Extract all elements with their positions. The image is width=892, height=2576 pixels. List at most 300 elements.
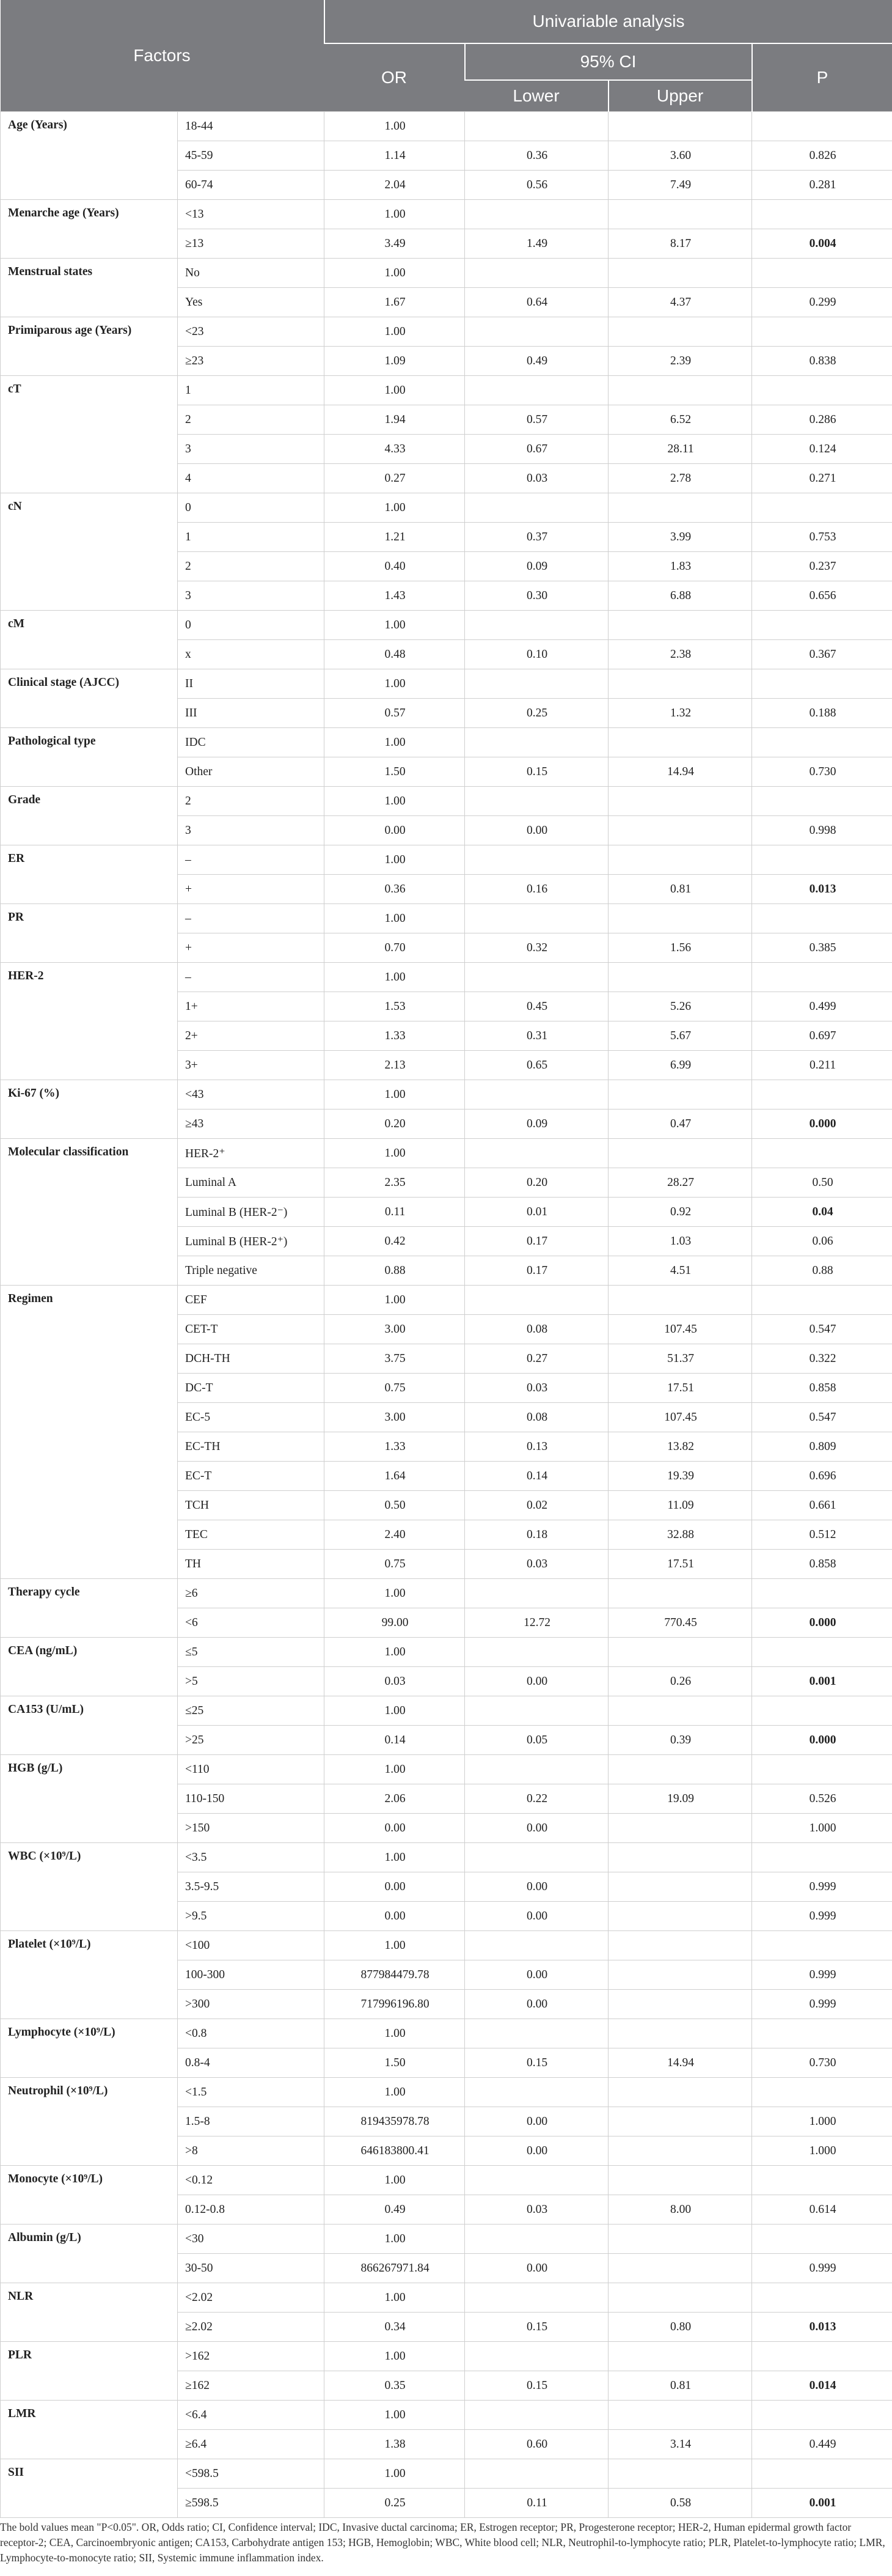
or-cell: 0.50 xyxy=(324,1491,465,1520)
lower-cell: 0.00 xyxy=(465,816,609,845)
level-cell: ≥6 xyxy=(178,1579,324,1608)
p-cell: 0.001 xyxy=(752,2489,892,2518)
upper-cell: 7.49 xyxy=(609,171,752,200)
or-cell: 1.00 xyxy=(324,2225,465,2254)
lower-cell: 0.31 xyxy=(465,1021,609,1051)
upper-cell xyxy=(609,1080,752,1110)
table-row xyxy=(1,728,892,757)
lower-cell: 0.37 xyxy=(465,523,609,552)
level-cell: 18-44 xyxy=(178,112,324,141)
p-cell: 0.000 xyxy=(752,1110,892,1139)
upper-cell xyxy=(609,493,752,523)
upper-cell: 0.26 xyxy=(609,1667,752,1696)
upper-cell xyxy=(609,2342,752,2371)
level-cell: 3 xyxy=(178,581,324,611)
lower-cell xyxy=(465,787,609,816)
lower-cell: 0.00 xyxy=(465,1960,609,1990)
upper-cell: 2.39 xyxy=(609,347,752,376)
upper-cell xyxy=(609,1843,752,1872)
header-univariable: Univariable analysis xyxy=(324,0,892,43)
or-cell: 1.94 xyxy=(324,405,465,435)
lower-cell: 0.36 xyxy=(465,141,609,171)
or-cell: 1.00 xyxy=(324,845,465,875)
p-cell: 0.449 xyxy=(752,2430,892,2459)
lower-cell: 0.03 xyxy=(465,2195,609,2225)
table-row xyxy=(1,317,892,347)
p-cell xyxy=(752,2459,892,2489)
lower-cell xyxy=(465,1139,609,1168)
lower-cell xyxy=(465,2401,609,2430)
level-cell: >300 xyxy=(178,1990,324,2019)
or-cell: 4.33 xyxy=(324,435,465,464)
table-row xyxy=(1,1080,892,1110)
factor-name: Grade xyxy=(1,787,178,845)
factor-name: CA153 (U/mL) xyxy=(1,1696,178,1755)
lower-cell xyxy=(465,1579,609,1608)
p-cell: 0.124 xyxy=(752,435,892,464)
or-cell: 1.53 xyxy=(324,992,465,1021)
lower-cell: 0.00 xyxy=(465,1667,609,1696)
upper-cell xyxy=(609,2401,752,2430)
upper-cell xyxy=(609,2166,752,2195)
p-cell: 0.697 xyxy=(752,1021,892,1051)
lower-cell: 0.08 xyxy=(465,1403,609,1432)
table-row xyxy=(1,376,892,405)
or-cell: 99.00 xyxy=(324,1608,465,1638)
lower-cell xyxy=(465,2019,609,2048)
p-cell: 0.614 xyxy=(752,2195,892,2225)
p-cell: 0.299 xyxy=(752,288,892,317)
upper-cell xyxy=(609,2459,752,2489)
level-cell: 45-59 xyxy=(178,141,324,171)
or-cell: 1.00 xyxy=(324,1931,465,1960)
lower-cell: 0.27 xyxy=(465,1344,609,1374)
or-cell: 1.50 xyxy=(324,2048,465,2078)
p-cell xyxy=(752,1286,892,1315)
upper-cell xyxy=(609,2078,752,2107)
table-row xyxy=(1,493,892,523)
table-row xyxy=(1,2166,892,2195)
table-row xyxy=(1,1696,892,1726)
or-cell: 0.75 xyxy=(324,1374,465,1403)
upper-cell xyxy=(609,1638,752,1667)
upper-cell: 0.47 xyxy=(609,1110,752,1139)
header-p: P xyxy=(752,43,892,112)
or-cell: 3.00 xyxy=(324,1403,465,1432)
level-cell: 1+ xyxy=(178,992,324,1021)
level-cell: <0.12 xyxy=(178,2166,324,2195)
p-cell: 0.211 xyxy=(752,1051,892,1080)
p-cell xyxy=(752,963,892,992)
factor-name: Regimen xyxy=(1,1286,178,1579)
level-cell: 100-300 xyxy=(178,1960,324,1990)
level-cell: 1 xyxy=(178,376,324,405)
upper-cell: 6.88 xyxy=(609,581,752,611)
p-cell: 0.271 xyxy=(752,464,892,493)
upper-cell: 8.17 xyxy=(609,229,752,259)
table-row xyxy=(1,1139,892,1168)
upper-cell xyxy=(609,2107,752,2136)
factor-name: HGB (g/L) xyxy=(1,1755,178,1843)
factor-name: Menstrual states xyxy=(1,259,178,317)
level-cell: DCH-TH xyxy=(178,1344,324,1374)
p-cell xyxy=(752,376,892,405)
table-row xyxy=(1,2019,892,2048)
lower-cell xyxy=(465,2342,609,2371)
lower-cell: 0.03 xyxy=(465,464,609,493)
level-cell: 30-50 xyxy=(178,2254,324,2283)
upper-cell: 770.45 xyxy=(609,1608,752,1638)
p-cell: 0.999 xyxy=(752,2254,892,2283)
upper-cell: 4.51 xyxy=(609,1256,752,1286)
lower-cell: 0.15 xyxy=(465,2371,609,2401)
level-cell: EC-5 xyxy=(178,1403,324,1432)
or-cell: 1.00 xyxy=(324,259,465,288)
or-cell: 0.36 xyxy=(324,875,465,904)
upper-cell: 3.99 xyxy=(609,523,752,552)
header-lower: Lower xyxy=(465,80,609,112)
lower-cell xyxy=(465,317,609,347)
upper-cell xyxy=(609,259,752,288)
upper-cell: 1.32 xyxy=(609,699,752,728)
lower-cell xyxy=(465,728,609,757)
level-cell: 1.5-8 xyxy=(178,2107,324,2136)
or-cell: 3.75 xyxy=(324,1344,465,1374)
p-cell: 0.838 xyxy=(752,347,892,376)
p-cell: 0.547 xyxy=(752,1403,892,1432)
level-cell: <23 xyxy=(178,317,324,347)
p-cell: 0.999 xyxy=(752,1990,892,2019)
p-cell xyxy=(752,200,892,229)
factor-name: Molecular classification xyxy=(1,1139,178,1286)
or-cell: 0.00 xyxy=(324,1872,465,1902)
factor-name: Ki-67 (%) xyxy=(1,1080,178,1139)
p-cell: 0.188 xyxy=(752,699,892,728)
upper-cell: 0.81 xyxy=(609,2371,752,2401)
upper-cell xyxy=(609,1696,752,1726)
table-row xyxy=(1,2342,892,2371)
upper-cell: 14.94 xyxy=(609,757,752,787)
or-cell: 1.00 xyxy=(324,1286,465,1315)
p-cell xyxy=(752,1843,892,1872)
table-body xyxy=(1,112,892,2518)
or-cell: 0.70 xyxy=(324,933,465,963)
factor-name: NLR xyxy=(1,2283,178,2342)
lower-cell: 0.15 xyxy=(465,2048,609,2078)
lower-cell xyxy=(465,376,609,405)
p-cell: 0.999 xyxy=(752,1960,892,1990)
factor-name: Menarche age (Years) xyxy=(1,200,178,259)
level-cell: TCH xyxy=(178,1491,324,1520)
or-cell: 0.57 xyxy=(324,699,465,728)
level-cell: CET-T xyxy=(178,1315,324,1344)
table-row xyxy=(1,787,892,816)
or-cell: 646183800.41 xyxy=(324,2136,465,2166)
level-cell: TEC xyxy=(178,1520,324,1550)
level-cell: 3 xyxy=(178,816,324,845)
level-cell: <3.5 xyxy=(178,1843,324,1872)
level-cell: Luminal B (HER-2⁻) xyxy=(178,1198,324,1227)
or-cell: 1.00 xyxy=(324,2019,465,2048)
or-cell: 1.00 xyxy=(324,493,465,523)
level-cell: TH xyxy=(178,1550,324,1579)
level-cell: ≥2.02 xyxy=(178,2313,324,2342)
level-cell: – xyxy=(178,904,324,933)
upper-cell xyxy=(609,112,752,141)
level-cell: II xyxy=(178,669,324,699)
table-row xyxy=(1,611,892,640)
upper-cell xyxy=(609,2225,752,2254)
or-cell: 2.04 xyxy=(324,171,465,200)
lower-cell: 0.14 xyxy=(465,1462,609,1491)
upper-cell: 32.88 xyxy=(609,1520,752,1550)
lower-cell xyxy=(465,259,609,288)
lower-cell xyxy=(465,493,609,523)
factor-name: Pathological type xyxy=(1,728,178,787)
lower-cell: 12.72 xyxy=(465,1608,609,1638)
lower-cell xyxy=(465,1080,609,1110)
upper-cell: 0.81 xyxy=(609,875,752,904)
lower-cell xyxy=(465,2225,609,2254)
p-cell xyxy=(752,1755,892,1784)
or-cell: 2.40 xyxy=(324,1520,465,1550)
level-cell: <13 xyxy=(178,200,324,229)
level-cell: <1.5 xyxy=(178,2078,324,2107)
p-cell xyxy=(752,259,892,288)
p-cell xyxy=(752,1696,892,1726)
table-row xyxy=(1,1579,892,1608)
table-row xyxy=(1,845,892,875)
upper-cell xyxy=(609,1579,752,1608)
lower-cell xyxy=(465,904,609,933)
header-factors: Factors xyxy=(1,0,324,112)
lower-cell: 0.57 xyxy=(465,405,609,435)
level-cell: 2 xyxy=(178,405,324,435)
level-cell: ≥598.5 xyxy=(178,2489,324,2518)
lower-cell: 0.65 xyxy=(465,1051,609,1080)
factor-name: Platelet (×10⁹/L) xyxy=(1,1931,178,2019)
p-cell: 0.499 xyxy=(752,992,892,1021)
lower-cell xyxy=(465,1696,609,1726)
lower-cell: 0.00 xyxy=(465,1902,609,1931)
upper-cell xyxy=(609,904,752,933)
upper-cell xyxy=(609,2283,752,2313)
or-cell: 1.00 xyxy=(324,1579,465,1608)
level-cell: IDC xyxy=(178,728,324,757)
upper-cell: 17.51 xyxy=(609,1550,752,1579)
p-cell: 0.322 xyxy=(752,1344,892,1374)
or-cell: 1.00 xyxy=(324,904,465,933)
factor-name: Therapy cycle xyxy=(1,1579,178,1638)
factor-name: Albumin (g/L) xyxy=(1,2225,178,2283)
or-cell: 1.00 xyxy=(324,2166,465,2195)
factor-name: Lymphocyte (×10⁹/L) xyxy=(1,2019,178,2078)
lower-cell xyxy=(465,2166,609,2195)
factor-name: PLR xyxy=(1,2342,178,2401)
lower-cell xyxy=(465,1843,609,1872)
level-cell: ≤5 xyxy=(178,1638,324,1667)
or-cell: 1.50 xyxy=(324,757,465,787)
level-cell: 4 xyxy=(178,464,324,493)
upper-cell xyxy=(609,1755,752,1784)
p-cell: 0.998 xyxy=(752,816,892,845)
upper-cell xyxy=(609,728,752,757)
upper-cell: 2.78 xyxy=(609,464,752,493)
p-cell: 0.547 xyxy=(752,1315,892,1344)
or-cell: 0.42 xyxy=(324,1227,465,1256)
upper-cell xyxy=(609,376,752,405)
level-cell: <110 xyxy=(178,1755,324,1784)
level-cell: – xyxy=(178,845,324,875)
p-cell xyxy=(752,2401,892,2430)
lower-cell: 0.10 xyxy=(465,640,609,669)
level-cell: 3+ xyxy=(178,1051,324,1080)
factor-name: Age (Years) xyxy=(1,112,178,200)
level-cell: 2 xyxy=(178,552,324,581)
upper-cell: 14.94 xyxy=(609,2048,752,2078)
upper-cell xyxy=(609,1990,752,2019)
or-cell: 1.00 xyxy=(324,1139,465,1168)
p-cell: 0.999 xyxy=(752,1902,892,1931)
p-cell xyxy=(752,787,892,816)
upper-cell: 3.60 xyxy=(609,141,752,171)
level-cell: No xyxy=(178,259,324,288)
p-cell: 0.826 xyxy=(752,141,892,171)
or-cell: 1.00 xyxy=(324,963,465,992)
level-cell: >162 xyxy=(178,2342,324,2371)
upper-cell: 0.58 xyxy=(609,2489,752,2518)
p-cell xyxy=(752,317,892,347)
p-cell: 0.858 xyxy=(752,1550,892,1579)
lower-cell: 0.02 xyxy=(465,1491,609,1520)
upper-cell xyxy=(609,1872,752,1902)
table-header xyxy=(1,0,892,112)
upper-cell xyxy=(609,787,752,816)
level-cell: ≤25 xyxy=(178,1696,324,1726)
p-cell: 0.50 xyxy=(752,1168,892,1198)
level-cell: – xyxy=(178,963,324,992)
level-cell: 2+ xyxy=(178,1021,324,1051)
level-cell: 60-74 xyxy=(178,171,324,200)
lower-cell: 0.03 xyxy=(465,1550,609,1579)
or-cell: 0.25 xyxy=(324,2489,465,2518)
level-cell: ≥43 xyxy=(178,1110,324,1139)
upper-cell xyxy=(609,1931,752,1960)
p-cell: 0.696 xyxy=(752,1462,892,1491)
upper-cell: 3.14 xyxy=(609,2430,752,2459)
lower-cell: 0.01 xyxy=(465,1198,609,1227)
upper-cell: 17.51 xyxy=(609,1374,752,1403)
level-cell: Luminal A xyxy=(178,1168,324,1198)
table-row xyxy=(1,1286,892,1315)
or-cell: 0.88 xyxy=(324,1256,465,1286)
upper-cell xyxy=(609,1960,752,1990)
table-row xyxy=(1,963,892,992)
upper-cell: 107.45 xyxy=(609,1403,752,1432)
p-cell: 0.753 xyxy=(752,523,892,552)
or-cell: 0.14 xyxy=(324,1726,465,1755)
or-cell: 2.13 xyxy=(324,1051,465,1080)
or-cell: 0.00 xyxy=(324,816,465,845)
factor-name: Monocyte (×10⁹/L) xyxy=(1,2166,178,2225)
upper-cell xyxy=(609,2254,752,2283)
p-cell xyxy=(752,611,892,640)
or-cell: 1.64 xyxy=(324,1462,465,1491)
lower-cell: 0.64 xyxy=(465,288,609,317)
or-cell: 1.00 xyxy=(324,112,465,141)
lower-cell: 0.00 xyxy=(465,1814,609,1843)
upper-cell: 4.37 xyxy=(609,288,752,317)
factor-name: SII xyxy=(1,2459,178,2518)
upper-cell: 2.38 xyxy=(609,640,752,669)
or-cell: 0.00 xyxy=(324,1814,465,1843)
p-cell: 0.001 xyxy=(752,1667,892,1696)
lower-cell: 1.49 xyxy=(465,229,609,259)
lower-cell: 0.11 xyxy=(465,2489,609,2518)
table-row xyxy=(1,1755,892,1784)
or-cell: 1.00 xyxy=(324,669,465,699)
or-cell: 0.03 xyxy=(324,1667,465,1696)
p-cell: 0.04 xyxy=(752,1198,892,1227)
or-cell: 1.00 xyxy=(324,1696,465,1726)
p-cell xyxy=(752,1080,892,1110)
factor-name: Primiparous age (Years) xyxy=(1,317,178,376)
upper-cell xyxy=(609,1814,752,1843)
p-cell xyxy=(752,112,892,141)
header-or: OR xyxy=(324,43,465,112)
upper-cell: 5.67 xyxy=(609,1021,752,1051)
upper-cell: 8.00 xyxy=(609,2195,752,2225)
p-cell xyxy=(752,2342,892,2371)
or-cell: 1.00 xyxy=(324,2283,465,2313)
lower-cell: 0.00 xyxy=(465,1990,609,2019)
lower-cell xyxy=(465,1931,609,1960)
upper-cell xyxy=(609,845,752,875)
lower-cell: 0.13 xyxy=(465,1432,609,1462)
or-cell: 0.48 xyxy=(324,640,465,669)
lower-cell: 0.09 xyxy=(465,552,609,581)
level-cell: 0 xyxy=(178,611,324,640)
or-cell: 1.00 xyxy=(324,1755,465,1784)
upper-cell: 6.52 xyxy=(609,405,752,435)
level-cell: 3.5-9.5 xyxy=(178,1872,324,1902)
level-cell: <2.02 xyxy=(178,2283,324,2313)
upper-cell xyxy=(609,2136,752,2166)
table-row xyxy=(1,2401,892,2430)
level-cell: DC-T xyxy=(178,1374,324,1403)
p-cell: 0.281 xyxy=(752,171,892,200)
level-cell: >150 xyxy=(178,1814,324,1843)
lower-cell: 0.00 xyxy=(465,2254,609,2283)
lower-cell: 0.67 xyxy=(465,435,609,464)
factor-name: Neutrophil (×10⁹/L) xyxy=(1,2078,178,2166)
p-cell: 0.286 xyxy=(752,405,892,435)
table-row xyxy=(1,259,892,288)
upper-cell: 107.45 xyxy=(609,1315,752,1344)
p-cell: 0.999 xyxy=(752,1872,892,1902)
lower-cell: 0.45 xyxy=(465,992,609,1021)
or-cell: 1.00 xyxy=(324,2401,465,2430)
or-cell: 0.34 xyxy=(324,2313,465,2342)
lower-cell: 0.09 xyxy=(465,1110,609,1139)
p-cell xyxy=(752,2078,892,2107)
upper-cell xyxy=(609,1902,752,1931)
or-cell: 1.00 xyxy=(324,787,465,816)
table-row xyxy=(1,1843,892,1872)
lower-cell: 0.20 xyxy=(465,1168,609,1198)
p-cell xyxy=(752,1139,892,1168)
level-cell: III xyxy=(178,699,324,728)
